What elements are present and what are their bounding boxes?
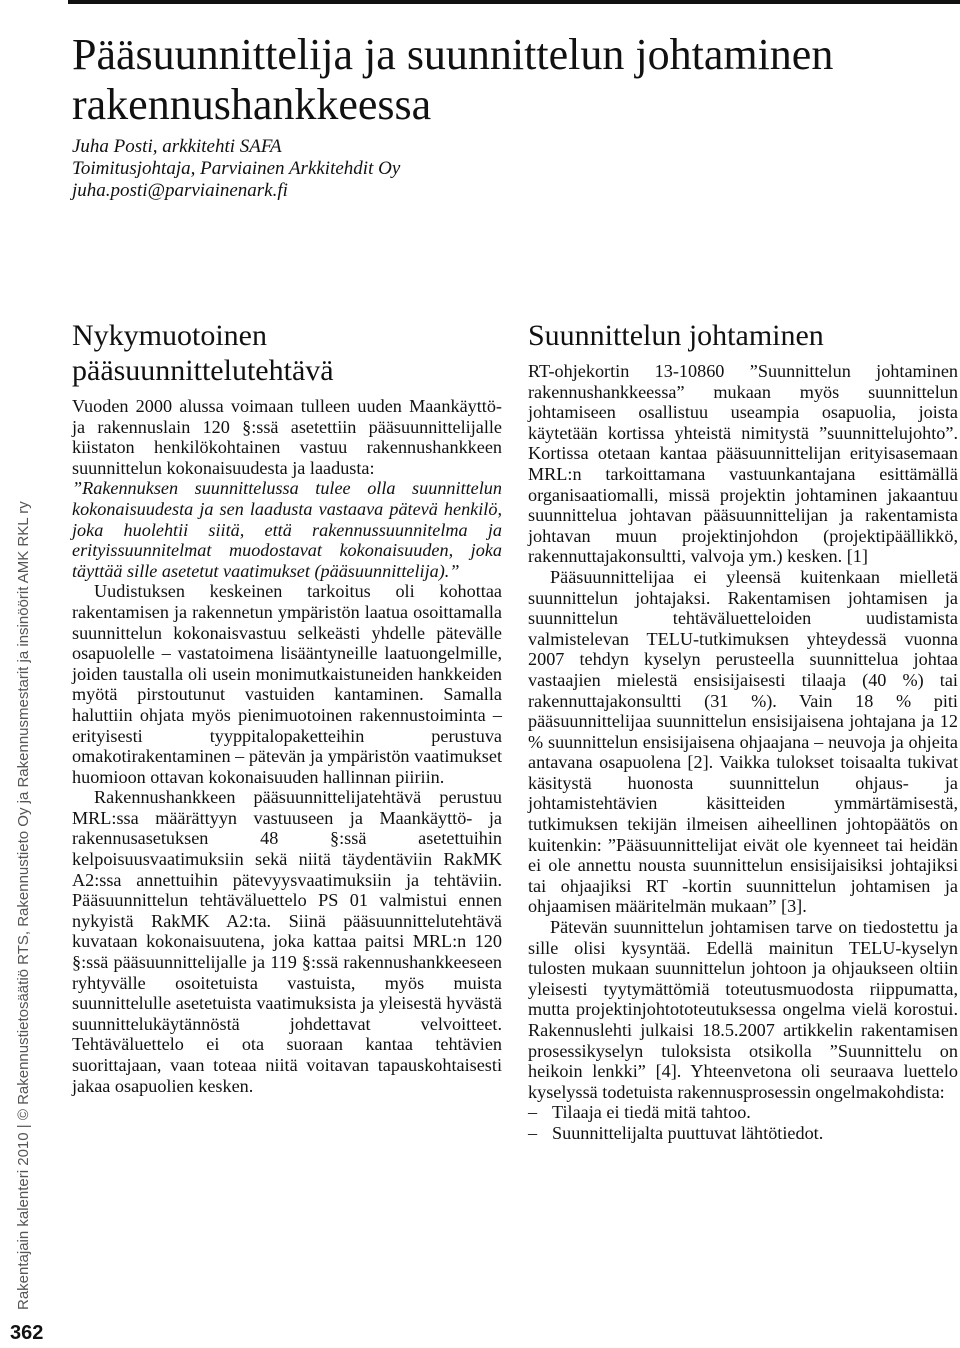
author-name: Juha Posti, arkkitehti SAFA — [72, 136, 282, 157]
right-column — [528, 318, 958, 1144]
left-column — [72, 318, 502, 1096]
page-number: 362 — [10, 1322, 44, 1344]
paragraph: Rakennushankkeen pääsuunnittelijatehtävä perustuu MRL:ssa määrättyyn vastuuseen ja Maankäyttö- ja rakennusasetuksen 48 §:ssä asetettuihin kelpoisuusvaatimuksiin sekä niitä täydentäviin RakMK A2:ssa annettuihin pätevyysvaatimuksiin ja tehtäviin. Pääsuunnittelun tehtäväluettelo PS 01 valmistui ennen nykyistä RakMK A2:ta. Siinä pääsuunnittelutehtävä kuvataan kokonaisuutena, joka kattaa paitsi MRL:n 120 §:ssä pääsuunnittelijalle ja 119 §:ssä rakennushankkeeseen ryhtyvälle osoitetuista vastuista, myös muista suunnittelulle asetetuista vaatimuksista ja yleisestä hyvästä suunnittelukäytännöstä johdettavat velvoitteet. Tehtäväluettelo ei ota suoraan kantaa tehtävien suorittajaan, vaan toteaa niitä voitavan tapauskohtaisesti jakaa osapuolien kesken. — [72, 787, 502, 1096]
paragraph: Uudistuksen keskeinen tarkoitus oli kohottaa rakentamisen ja rakennetun ympäristön laatua osoittamalla suunnittelun kokonaisvastuu selkeästi yhdelle pätevälle osapuolelle – vastatoimena lisääntyneille laatuongelmille, joiden taustalla oli usein monimutkaistuneiden hankkeiden myötä pirstoutunut vastuiden kantaminen. Samalla haluttiin ohjata myös pienimuotoinen rakennustoiminta – erityisesti tyyppitalopaketteihin perustuva omakotirakentaminen – pätevän ja ympäristön vaatimukset huomioon ottavan kokonaisuuden hallinnan piiriin. — [72, 581, 502, 787]
author-position: Toimitusjohtaja, Parviainen Arkkitehdit Oy — [72, 158, 401, 179]
paragraph: RT-ohjekortin 13-10860 ”Suunnittelun johtaminen rakennushankkeessa” mukaan myös suunnittelun johtamiseen osallistuu useampia osapuolia, joista käytetään kortissa yhteistä nimitystä ”suunnittelujohto”. Kortissa otetaan kantaa pääsuunnittelijan erityisasemaan MRL:n tarkoittamana vastuunkantajana esittämällä organisaatiomalli, missä projektin johtaminen jakaantuu suunnittelua johtavan pääsuunnittelijan ja rakentamista johtavan muun projektinjohdon (projektipäällikkö, rakennuttajakonsultti, valvoja ym.) kesken. [1] — [528, 361, 958, 567]
law-quote: ”Rakennuksen suunnittelussa tulee olla suunnittelun kokonaisuudesta ja sen laadusta vastaava pätevä henkilö, joka huolehtii siitä, että rakennussuunnitelma ja erityissuunnitelmat muodostavat kokonaisuuden, joka täyttää sille asetetut vaatimukset (pääsuunnittelija).” — [72, 478, 502, 581]
top-rule — [68, 0, 960, 4]
paragraph: Pätevän suunnittelun johtamisen tarve on tiedostettu ja sille olisi kysyntää. Edellä mainitun TELU-kyselyn tulosten mukaan suunnittelun johtoon ja ohjaukseen oltiin yleisesti tyytymättömiä toteutusmuodosta riippumatta, mutta projektinjohtototeutuksessa ongelma vielä korostui. Rakennuslehti julkaisi 18.5.2007 artikkelin rakentamisen prosessikyselyn tuloksista otsikolla ”Suunnittelu on heikoin lenkki” [4]. Yhteenvetona oli seuraava luettelo kyselyssä todetuista rakennusprosessin ongelmakohdista: — [528, 917, 958, 1102]
author-block — [72, 136, 400, 202]
section-heading: Nykymuotoinen pääsuunnittelutehtävä — [72, 319, 334, 387]
paragraph: Pääsuunnittelijaa ei yleensä kuitenkaan mielletä suunnittelun johtajaksi. Rakentamisen johtamisen ja suunnittelun tehtäväluetteloiden uudistamista valmistelevan TELU-tutkimuksen yhteydessä vuonna 2007 tehdyn kyselyn perusteella suunnittelua johtaa vastaajien mielestä ensisijaisesti tilaaja (40 %) tai rakennuttajakonsultti (31 %). Vain 18 % piti pääsuunnittelijaa suunnittelun ensisijaisena johtajana ja 12 % suunnittelun ensisijaisena ohjaajana – neuvoja ja ohjeita antavana osapuolena [2]. Vaikka tulokset toisaalta tukivat käsitystä huonosta suunnittelun ohjaus- ja johtamistehtävien käsitteiden ymmärtämisestä, tutkimuksen tekijän ilmeisen aiheellinen johtopäätös on kuitenkin: ”Pääsuunnittelijat eivät ole kyenneet tai heidän ei ole annettu nousta suunnittelun ensisijaisiksi johtajiksi tai ohjaajiksi RT -kortin suunnittelun johtamisen ja ohjaamisen määritelmän mukaan” [3]. — [528, 566, 958, 917]
author-email: juha.posti@parviainenark.fi — [72, 180, 288, 201]
list-item: – Suunnittelijalta puuttuvat lähtötiedot. — [528, 1122, 824, 1143]
sidebar-copyright: Rakentajain kalenteri 2010 | © Rakennustietosäätiö RTS, Rakennustieto Oy ja Rakennusmestarit ja insinöörit AMK RKL ry — [15, 501, 32, 1310]
article-title: Pääsuunnittelija ja suunnittelun johtaminen rakennushankkeessa — [72, 30, 834, 129]
list-item: – Tilaaja ei tiedä mitä tahtoo. — [528, 1102, 751, 1123]
paragraph: Vuoden 2000 alussa voimaan tulleen uuden Maankäyttö- ja rakennuslain 120 §:ssä asetettiin pääsuunnittelijalle kiistaton henkilökohtainen vastuu rakennushankkeen suunnittelun kokonaisuudesta ja laadusta: — [72, 396, 502, 478]
section-heading: Suunnittelun johtaminen — [528, 319, 824, 352]
